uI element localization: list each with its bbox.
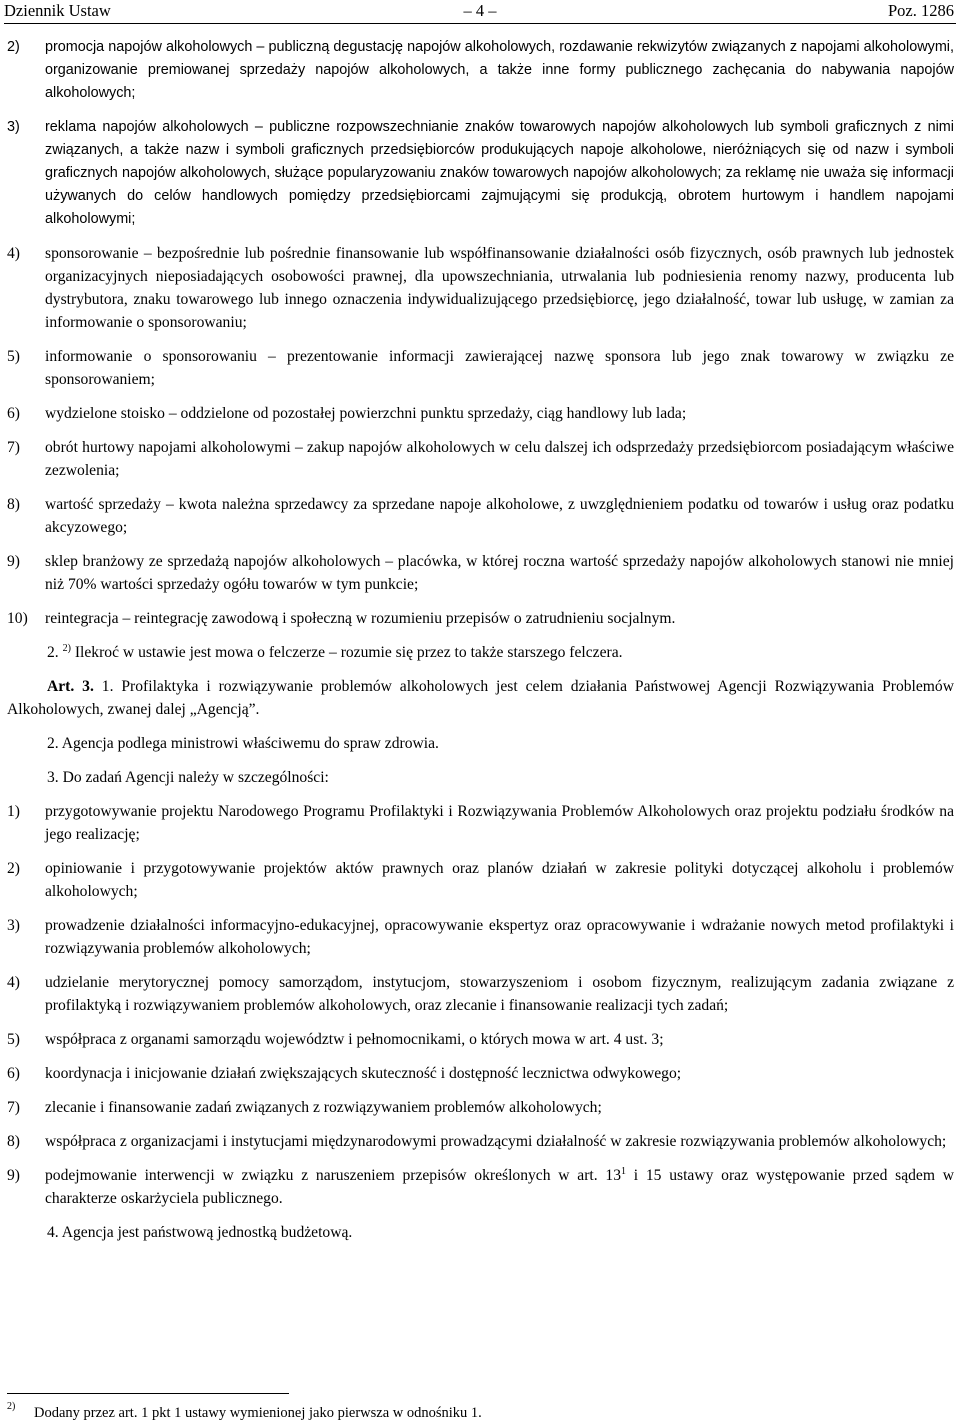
list-item [7, 971, 954, 1017]
article-superscript: 1 [621, 1165, 627, 1177]
list-item [7, 1130, 954, 1153]
list-item [7, 36, 954, 105]
list-item [7, 242, 954, 334]
list-item-text: podejmowanie interwencji w związku z naruszeniem przepisów określonych w art. $13^1$ i 15 ustawy oraz występowanie przed sądem w charakterze oskarżyciela publicznego. [45, 1165, 954, 1207]
list-item [7, 1062, 954, 1085]
position-number: Poz. 1286 [888, 1, 954, 20]
page-header [0, 0, 960, 24]
list-item-number: 2) [7, 39, 20, 55]
page-number: – 4 – [463, 1, 497, 20]
list-item-number: 6) [7, 1065, 20, 1082]
list-item-text: wartość sprzedaży – kwota należna sprzedawcy za sprzedane napoje alkoholowe, z uwzględnieniem podatku od towarów i usług oraz podatku akcyzowego; [45, 496, 954, 536]
list-item-number: 3) [7, 917, 20, 934]
article-3-text: 1. Profilaktyka i rozwiązywanie problemów alkoholowych jest celem działania Państwowej Agencji Rozwiązywania Problemów Alkoholowych, zwanej dalej „Agencją”. [7, 678, 954, 718]
list-item [7, 116, 954, 231]
list-item-text: sklep branżowy ze sprzedażą napojów alkoholowych – placówka, w której roczna wartość sprzedaży napojów alkoholowych stanowi nie mniej niż 70% wartości sprzedaży ogółu towarów w tym punkcie; [45, 553, 954, 593]
footnote-text: Dodany przez art. 1 pkt 1 ustawy wymienionej jako pierwsza w odnośniku 1. [34, 1405, 482, 1421]
list-item [7, 345, 954, 391]
list-item [7, 1096, 954, 1119]
paragraph-2 [7, 641, 954, 664]
list-item-number: 8) [7, 496, 20, 513]
list-item-text: wydzielone stoisko – oddzielone od pozostałej powierzchni punktu sprzedaży, ciąg handlowy lub lada; [45, 405, 687, 422]
footnote-mark: 2) [7, 1401, 16, 1412]
journal-title: Dziennik Ustaw [4, 1, 111, 20]
list-item-text: obrót hurtowy napojami alkoholowymi – zakup napojów alkoholowych w celu dalszej ich odsprzedaży przedsiębiorcom posiadającym właściwe zezwolenia; [45, 439, 954, 479]
footnote [7, 1401, 954, 1422]
list-item-number: 4) [7, 974, 20, 991]
list-item-number: 10) [7, 610, 28, 627]
list-item-text: współpraca z organizacjami i instytucjami międzynarodowymi prowadzącymi działalność w zakresie rozwiązywania problemów alkoholowych; [45, 1133, 947, 1150]
list-item-number: 7) [7, 439, 20, 456]
list-item [7, 402, 954, 425]
list-item [7, 550, 954, 596]
article-3-paragraph-1 [7, 675, 954, 721]
list-item [7, 607, 954, 630]
list-item-number: 7) [7, 1099, 20, 1116]
list-item-text: udzielanie merytorycznej pomocy samorządom, instytucjom, stowarzyszeniom i osobom fizycznym, realizującym zadania związane z profilaktyką i rozwiązywaniem problemów alkoholowych, oraz zlecanie i finansowanie realizacji tych zadań; [45, 974, 954, 1014]
list-item-number: 9) [7, 553, 20, 570]
paragraph-2-number: 2. [47, 644, 59, 661]
list-item-number: 8) [7, 1133, 20, 1150]
article-3-paragraph-4: 4. Agencja jest państwową jednostką budżetową. [47, 1224, 353, 1241]
list-item-text: prowadzenie działalności informacyjno-edukacyjnej, opracowywanie ekspertyz oraz opracowywanie i wdrażanie nowych metod profilaktyki i rozwiązywania problemów alkoholowych; [45, 917, 954, 957]
definitions-list [7, 36, 954, 630]
document-body [7, 36, 954, 1255]
footnote-rule [7, 1393, 289, 1394]
list-item-text: koordynacja i inicjowanie działań zwiększających skuteczność i dostępność lecznictwa odwykowego; [45, 1065, 682, 1082]
agency-tasks-list [7, 800, 954, 1153]
list-item-text: informowanie o sponsorowaniu – prezentowanie informacji zawierającej nazwę sponsora lub jego znak towarowy w związku ze sponsorowaniem; [45, 348, 954, 388]
list-item-number: 3) [7, 119, 20, 135]
list-item-number: 9) [7, 1167, 20, 1184]
list-item-number: 2) [7, 860, 20, 877]
list-item [7, 800, 954, 846]
list-item-text: promocja napojów alkoholowych – publiczną degustację napojów alkoholowych, rozdawanie rekwizytów związanych z napojami alkoholowymi, organizowanie premiowanej sprzedaży napojów alkoholowych, a także inne formy publicznego zachęcania do nabywania napojów alkoholowych; [45, 39, 954, 101]
article-3-label: Art. 3. [47, 678, 94, 695]
article-3-paragraph-2: 2. Agencja podlega ministrowi właściwemu do spraw zdrowia. [47, 735, 439, 752]
list-item-text: przygotowywanie projektu Narodowego Programu Profilaktyki i Rozwiązywania Problemów Alkoholowych oraz projektu podziału środków na jego realizację; [45, 803, 954, 843]
list-item-number: 6) [7, 405, 20, 422]
list-item-number: 5) [7, 1031, 20, 1048]
list-item [7, 493, 954, 539]
list-item-text: reintegracja – reintegrację zawodową i społeczną w rozumieniu przepisów o zatrudnieniu socjalnym. [45, 610, 676, 627]
footnote-reference[interactable]: 2) [62, 642, 71, 654]
article-3-paragraph-3: 3. Do zadań Agencji należy w szczególności: [47, 769, 329, 786]
list-item-number: 4) [7, 245, 20, 262]
paragraph-2-text: Ilekroć w ustawie jest mowa o felczerze – rozumie się przez to także starszego felczera. [70, 644, 623, 661]
list-item-text: zlecanie i finansowanie zadań związanych z rozwiązywaniem problemów alkoholowych; [45, 1099, 602, 1116]
list-item [7, 857, 954, 903]
list-item-number: 5) [7, 348, 20, 365]
list-item [7, 1028, 954, 1051]
list-item-text: współpraca z organami samorządu województw i pełnomocnikami, o których mowa w art. 4 ust. 3; [45, 1031, 664, 1048]
list-item [7, 1164, 954, 1210]
list-item-text: reklama napojów alkoholowych – publiczne rozpowszechnianie znaków towarowych napojów alkoholowych lub symboli graficznych z nimi związanych, a także nazw i symboli graficznych przedsiębiorców produkujących napoje alkoholowe, nieróżniących się od nazw i symboli graficznych napojów alkoholowych, służące popularyzowaniu znaków towarowych napojów alkoholowych; za reklamę nie uważa się informacji używanych do celów handlowych pomiędzy przedsiębiorcami zajmującymi się produkcją, obrotem hurtowym i handlem napojami alkoholowymi; [45, 119, 954, 227]
header-rule [4, 23, 956, 24]
list-item-text: opiniowanie i przygotowywanie projektów aktów prawnych oraz planów działań w zakresie polityki dotyczącej alkoholu i problemów alkoholowych; [45, 860, 954, 900]
list-item [7, 436, 954, 482]
list-item-number: 1) [7, 803, 20, 820]
list-item [7, 914, 954, 960]
list-item-text: sponsorowanie – bezpośrednie lub pośrednie finansowanie lub współfinansowanie działalności osób fizycznych, osób prawnych lub jednostek organizacyjnych nieposiadających osobowości prawnej, dla upowszechniania, utrwalania lub podniesienia renomy nazwy, producenta lub dystrybutora, znaku towarowego lub innego oznaczenia indywidualizującego przedsiębiorcę, jego działalność, towar lub usługę, w zamian za informowanie o sponsorowaniu; [45, 245, 954, 331]
